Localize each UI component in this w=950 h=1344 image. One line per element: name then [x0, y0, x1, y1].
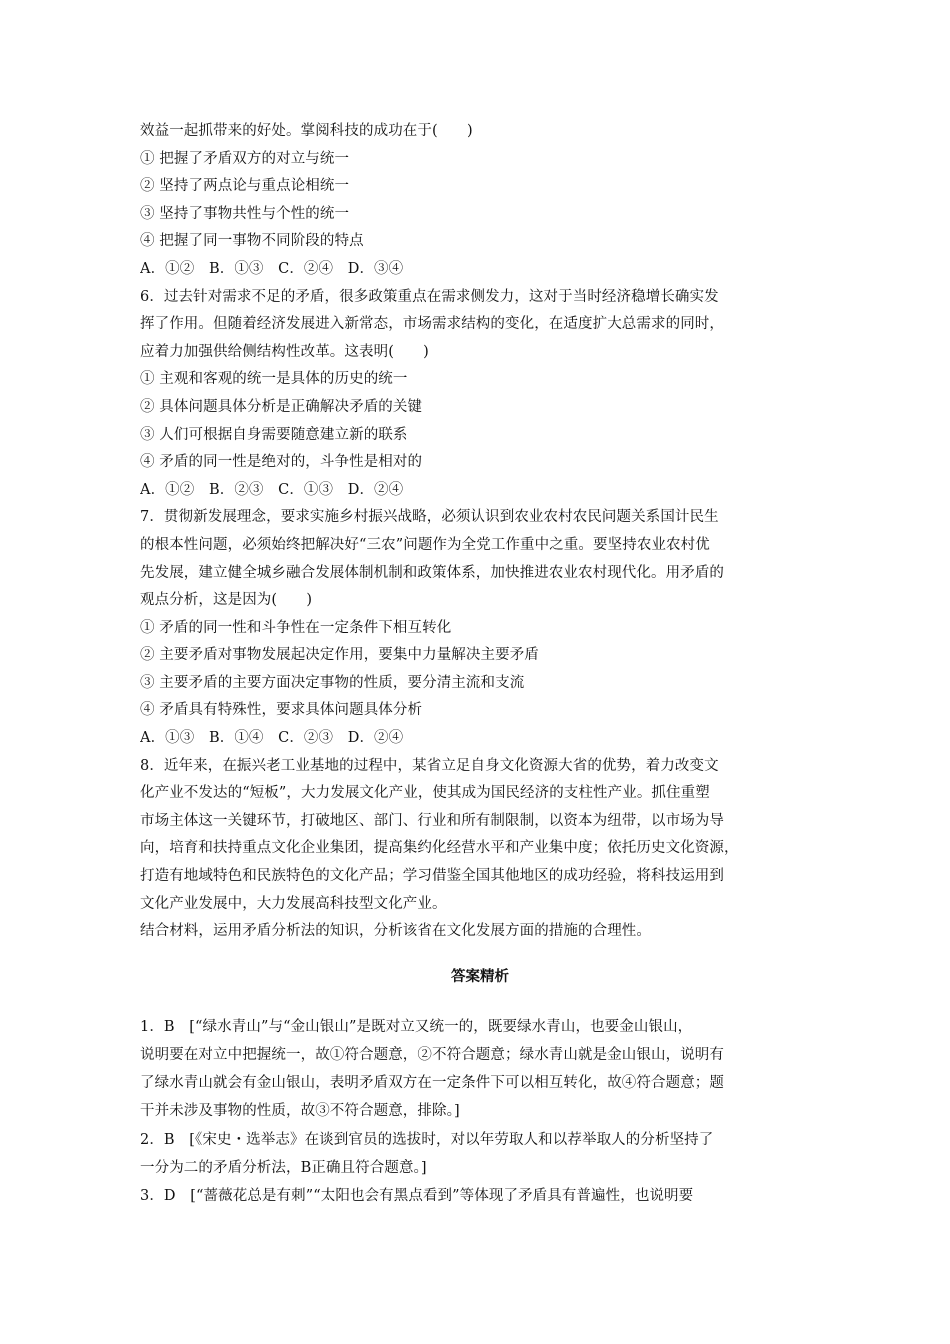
answer-line: 一分为二的矛盾分析法，B正确且符合题意。] — [140, 1159, 427, 1176]
option-1: ① 矛盾的同一性和斗争性在一定条件下相互转化 — [140, 619, 452, 636]
answers-section — [140, 1013, 820, 1210]
option-2: ② 主要矛盾对事物发展起决定作用，要集中力量解决主要矛盾 — [140, 647, 539, 664]
answer-choices: A．①③ B．①④ C．②③ D．②④ — [140, 730, 404, 747]
answer-choices: A．①② B．①③ C．②④ D．③④ — [140, 260, 404, 277]
question-prompt: 结合材料，运用矛盾分析法的知识，分析该省在文化发展方面的措施的合理性。 — [140, 923, 651, 940]
question-stem-line: 7．贯彻新发展理念，要求实施乡村振兴战略，必须认识到农业农村农民问题关系国计民生 — [140, 509, 719, 526]
answer-1 — [140, 1013, 820, 1126]
option-3: ③ 人们可根据自身需要随意建立新的联系 — [140, 426, 408, 443]
answer-line: 了绿水青山就会有金山银山，表明矛盾双方在一定条件下可以相互转化，故④符合题意；题 — [140, 1075, 724, 1092]
question-stem-line: 化产业不发达的“短板”，大力发展文化产业，使其成为国民经济的支柱性产业。抓住重塑 — [140, 785, 710, 802]
option-3: ③ 主要矛盾的主要方面决定事物的性质，要分清主流和支流 — [140, 674, 525, 691]
question-stem-line: 文化产业发展中，大力发展高科技型文化产业。 — [140, 895, 447, 912]
question-stem-line: 6．过去针对需求不足的矛盾，很多政策重点在需求侧发力，这对于当时经济稳增长确实发 — [140, 288, 719, 305]
question-stem-line: 效益一起抓带来的好处。掌阅科技的成功在于( ) — [140, 123, 473, 139]
document-page — [140, 118, 820, 1210]
answer-3 — [140, 1182, 820, 1210]
option-4: ④ 把握了同一事物不同阶段的特点 — [140, 233, 364, 250]
question-8 — [140, 753, 820, 946]
option-3: ③ 坚持了事物共性与个性的统一 — [140, 205, 350, 222]
option-1: ① 把握了矛盾双方的对立与统一 — [140, 150, 350, 167]
question-stem-line: 应着力加强供给侧结构性改革。这表明( ) — [140, 343, 429, 360]
option-2: ② 坚持了两点论与重点论相统一 — [140, 178, 350, 195]
question-stem-line: 市场主体这一关键环节，打破地区、部门、行业和所有制限制，以资本为纽带，以市场为导 — [140, 812, 724, 829]
question-6 — [140, 284, 820, 505]
question-stem-line: 先发展，建立健全城乡融合发展体制机制和政策体系，加快推进农业农村现代化。用矛盾的 — [140, 564, 724, 581]
question-stem-line: 挥了作用。但随着经济发展进入新常态，市场需求结构的变化，在适度扩大总需求的同时， — [140, 316, 724, 333]
question-stem-line: 向，培育和扶持重点文化企业集团，提高集约化经营水平和产业集中度；依托历史文化资源， — [140, 840, 739, 857]
option-2: ② 具体问题具体分析是正确解决矛盾的关键 — [140, 398, 423, 415]
question-stem-line: 打造有地域特色和民族特色的文化产品；学习借鉴全国其他地区的成功经验，将科技运用到 — [140, 868, 724, 885]
answer-line: 1．B [“绿水青山”与“金山银山”是既对立又统一的，既要绿水青山，也要金山银山， — [140, 1018, 693, 1035]
answers-heading: 答案精析 — [451, 968, 509, 985]
answer-choices: A．①② B．②③ C．①③ D．②④ — [140, 481, 404, 498]
option-4: ④ 矛盾具有特殊性，要求具体问题具体分析 — [140, 702, 423, 719]
question-stem-line: 8．近年来，在振兴老工业基地的过程中，某省立足自身文化资源大省的优势，着力改变文 — [140, 757, 719, 774]
option-1: ① 主观和客观的统一是具体的历史的统一 — [140, 371, 408, 388]
answer-line: 3．D [“蔷薇花总是有刺”“太阳也会有黑点看到”等体现了矛盾具有普遍性，也说明要 — [140, 1187, 694, 1204]
answer-line: 说明要在对立中把握统一，故①符合题意，②不符合题意；绿水青山就是金山银山，说明有 — [140, 1047, 724, 1063]
answer-line: 2．B [《宋史・选举志》在谈到官员的选拔时，对以年劳取人和以荐举取人的分析坚持了 — [140, 1131, 714, 1148]
question-stem-line: 的根本性问题，必须始终把解决好“三农”问题作为全党工作重中之重。要坚持农业农村优 — [140, 536, 710, 553]
answer-line: 干并未涉及事物的性质，故③不符合题意，排除。] — [140, 1103, 460, 1120]
question-7 — [140, 504, 820, 752]
question-stem-line: 观点分析，这是因为( ) — [140, 592, 313, 609]
question-5 — [140, 118, 820, 284]
answer-2 — [140, 1126, 820, 1182]
option-4: ④ 矛盾的同一性是绝对的，斗争性是相对的 — [140, 454, 423, 471]
